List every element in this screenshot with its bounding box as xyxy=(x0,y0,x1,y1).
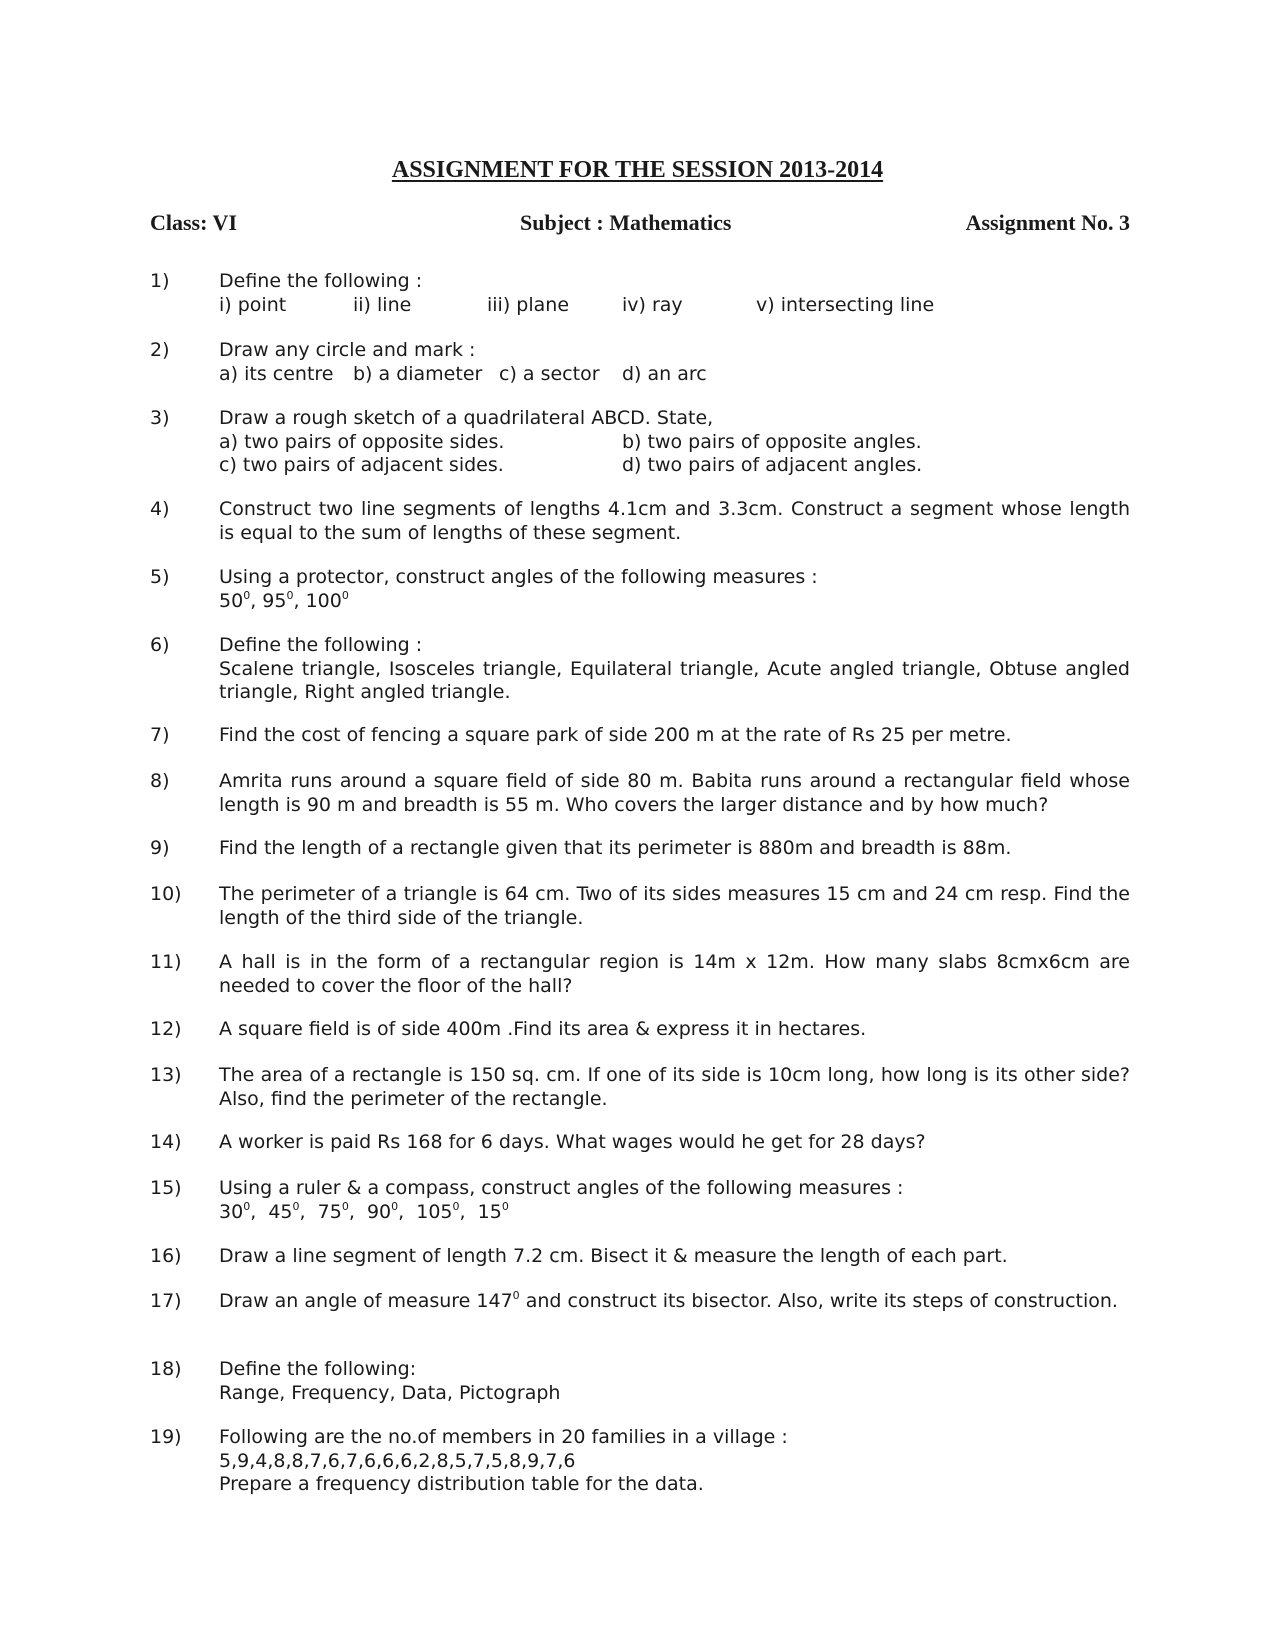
question-number: 17) xyxy=(150,1290,182,1312)
question-number: 14) xyxy=(150,1131,182,1153)
degree-value: 75 xyxy=(317,1200,342,1223)
question-number: 6) xyxy=(150,634,170,656)
assignment-meta xyxy=(150,210,1130,240)
question-subtext: Prepare a frequency distribution table for the data. xyxy=(219,1473,704,1495)
degree-mark: 0 xyxy=(452,1199,460,1213)
question-number: 1) xyxy=(150,270,170,292)
degree-value: 50 xyxy=(219,589,244,612)
degree-mark: 0 xyxy=(286,588,294,602)
question-text: Find the length of a rectangle given that its perimeter is 880m and breadth is 88m. xyxy=(219,837,1012,859)
question-3 xyxy=(150,407,1130,478)
degree-value: 15 xyxy=(477,1200,502,1223)
degree-mark: 0 xyxy=(501,1199,509,1213)
subject-label: Subject : Mathematics xyxy=(520,210,732,235)
question-17 xyxy=(150,1290,1130,1314)
question-number: 19) xyxy=(150,1426,182,1448)
option: iii) plane xyxy=(487,293,570,316)
option: v) intersecting line xyxy=(756,293,935,316)
degree-mark: 0 xyxy=(341,588,349,602)
question-text: The area of a rectangle is 150 sq. cm. If one of its side is 10cm long, how long is its other side? Also, find the perimeter of the rectangle. xyxy=(219,1064,1130,1110)
question-15 xyxy=(150,1177,1130,1224)
option: ii) line xyxy=(353,293,412,316)
degree-mark: 0 xyxy=(341,1199,349,1213)
question-text: Define the following : xyxy=(219,634,423,656)
question-11 xyxy=(150,951,1130,998)
degree-value: 100 xyxy=(305,589,342,612)
question-12 xyxy=(150,1018,1130,1042)
page-title: ASSIGNMENT FOR THE SESSION 2013-2014 xyxy=(391,157,884,183)
option: a) its centre xyxy=(219,362,334,385)
question-number: 3) xyxy=(150,407,170,429)
question-number: 13) xyxy=(150,1064,182,1086)
degree-value: 45 xyxy=(268,1200,293,1223)
question-text: Define the following: xyxy=(219,1358,417,1380)
question-16 xyxy=(150,1245,1130,1269)
degree-mark: 0 xyxy=(391,1199,399,1213)
question-number: 16) xyxy=(150,1245,182,1267)
question-8 xyxy=(150,770,1130,817)
question-13 xyxy=(150,1064,1130,1111)
question-text: Using a ruler & a compass, construct angles of the following measures : xyxy=(219,1177,904,1199)
question-number: 18) xyxy=(150,1358,182,1380)
question-5 xyxy=(150,566,1130,613)
degree-mark: 0 xyxy=(292,1199,300,1213)
option: b) two pairs of opposite angles. xyxy=(622,430,922,453)
question-number: 10) xyxy=(150,883,182,905)
option-row xyxy=(219,294,1130,318)
question-number: 11) xyxy=(150,951,182,973)
option-row xyxy=(219,454,1130,478)
option: d) an arc xyxy=(622,362,707,385)
option: iv) ray xyxy=(622,293,683,316)
option: c) two pairs of adjacent sides. xyxy=(219,454,504,476)
option: a) two pairs of opposite sides. xyxy=(219,430,505,453)
class-label: Class: VI xyxy=(150,210,238,235)
question-number: 5) xyxy=(150,566,170,588)
degree-list: $30^0$, $45^0$, $75^0$, $90^0$, $105^0$, $15^0$ xyxy=(219,1199,509,1223)
question-14 xyxy=(150,1131,1130,1155)
question-number: 2) xyxy=(150,339,170,361)
option: i) point xyxy=(219,293,287,316)
question-text: Amrita runs around a square field of side 80 m. Babita runs around a rectangular field whose length is 90 m and breadth is 55 m. Who covers the larger distance and by how much? xyxy=(219,770,1130,816)
question-text: Construct two line segments of lengths 4.1cm and 3.3cm. Construct a segment whose length is equal to the sum of lengths of these segment. xyxy=(219,498,1130,544)
question-subtext: Range, Frequency, Data, Pictograph xyxy=(219,1381,561,1404)
question-text: Find the cost of fencing a square park of side 200 m at the rate of Rs 25 per metre. xyxy=(219,724,1012,746)
question-subtext: Scalene triangle, Isosceles triangle, Equilateral triangle, Acute angled triangle, Obtuse angled triangle, Right angled triangle. xyxy=(219,657,1130,703)
question-text: A worker is paid Rs 168 for 6 days. What wages would he get for 28 days? xyxy=(219,1131,926,1153)
option: c) a sector xyxy=(499,362,600,385)
question-text: The perimeter of a triangle is 64 cm. Two of its sides measures 15 cm and 24 cm resp. Find the length of the third side of the triangle. xyxy=(219,883,1130,929)
option: d) two pairs of adjacent angles. xyxy=(622,454,923,476)
option: b) a diameter xyxy=(353,362,483,385)
question-number: 7) xyxy=(150,724,170,746)
question-text: A hall is in the form of a rectangular region is 14m x 12m. How many slabs 8cmx6cm are needed to cover the floor of the hall? xyxy=(219,951,1130,997)
question-text-part: and construct its bisector. Also, write its steps of construction. xyxy=(519,1290,1118,1312)
question-18 xyxy=(150,1358,1130,1405)
question-7 xyxy=(150,724,1130,748)
assignment-number: Assignment No. 3 xyxy=(965,210,1130,235)
question-text: Draw a rough sketch of a quadrilateral ABCD. State, xyxy=(219,407,714,429)
question-text: Define the following : xyxy=(219,270,423,292)
question-number: 15) xyxy=(150,1177,182,1199)
question-number: 9) xyxy=(150,837,170,859)
question-text: Draw a line segment of length 7.2 cm. Bisect it & measure the length of each part. xyxy=(219,1245,1008,1267)
degree-mark: 0 xyxy=(512,1289,520,1302)
question-text-part: Draw an angle of measure 147 xyxy=(219,1290,513,1312)
degree-list: $50^0$, $95^0$, $100^0$ xyxy=(219,588,349,612)
option-row xyxy=(219,363,1130,387)
question-text xyxy=(219,1290,1130,1314)
question-text: A square field is of side 400m .Find its area & express it in hectares. xyxy=(219,1018,867,1040)
degree-mark: 0 xyxy=(243,588,251,602)
question-text: Draw any circle and mark : xyxy=(219,339,476,361)
question-number: 12) xyxy=(150,1018,182,1040)
question-1 xyxy=(150,270,1130,317)
question-9 xyxy=(150,837,1130,861)
question-19 xyxy=(150,1426,1130,1497)
question-number: 4) xyxy=(150,498,170,520)
question-10 xyxy=(150,883,1130,930)
question-6 xyxy=(150,634,1130,705)
question-4 xyxy=(150,498,1130,545)
option-row xyxy=(219,431,1130,455)
degree-value: 30 xyxy=(219,1200,244,1223)
degree-value: 105 xyxy=(416,1200,453,1223)
question-number: 8) xyxy=(150,770,170,792)
degree-value: 95 xyxy=(262,589,287,612)
question-text: Using a protector, construct angles of the following measures : xyxy=(219,566,818,588)
question-2 xyxy=(150,339,1130,386)
degree-mark: 0 xyxy=(243,1199,251,1213)
question-text: Following are the no.of members in 20 families in a village : xyxy=(219,1426,788,1448)
degree-value: 90 xyxy=(366,1200,392,1223)
data-values: 5,9,4,8,8,7,6,7,6,6,6,2,8,5,7,5,8,9,7,6 xyxy=(219,1449,576,1472)
